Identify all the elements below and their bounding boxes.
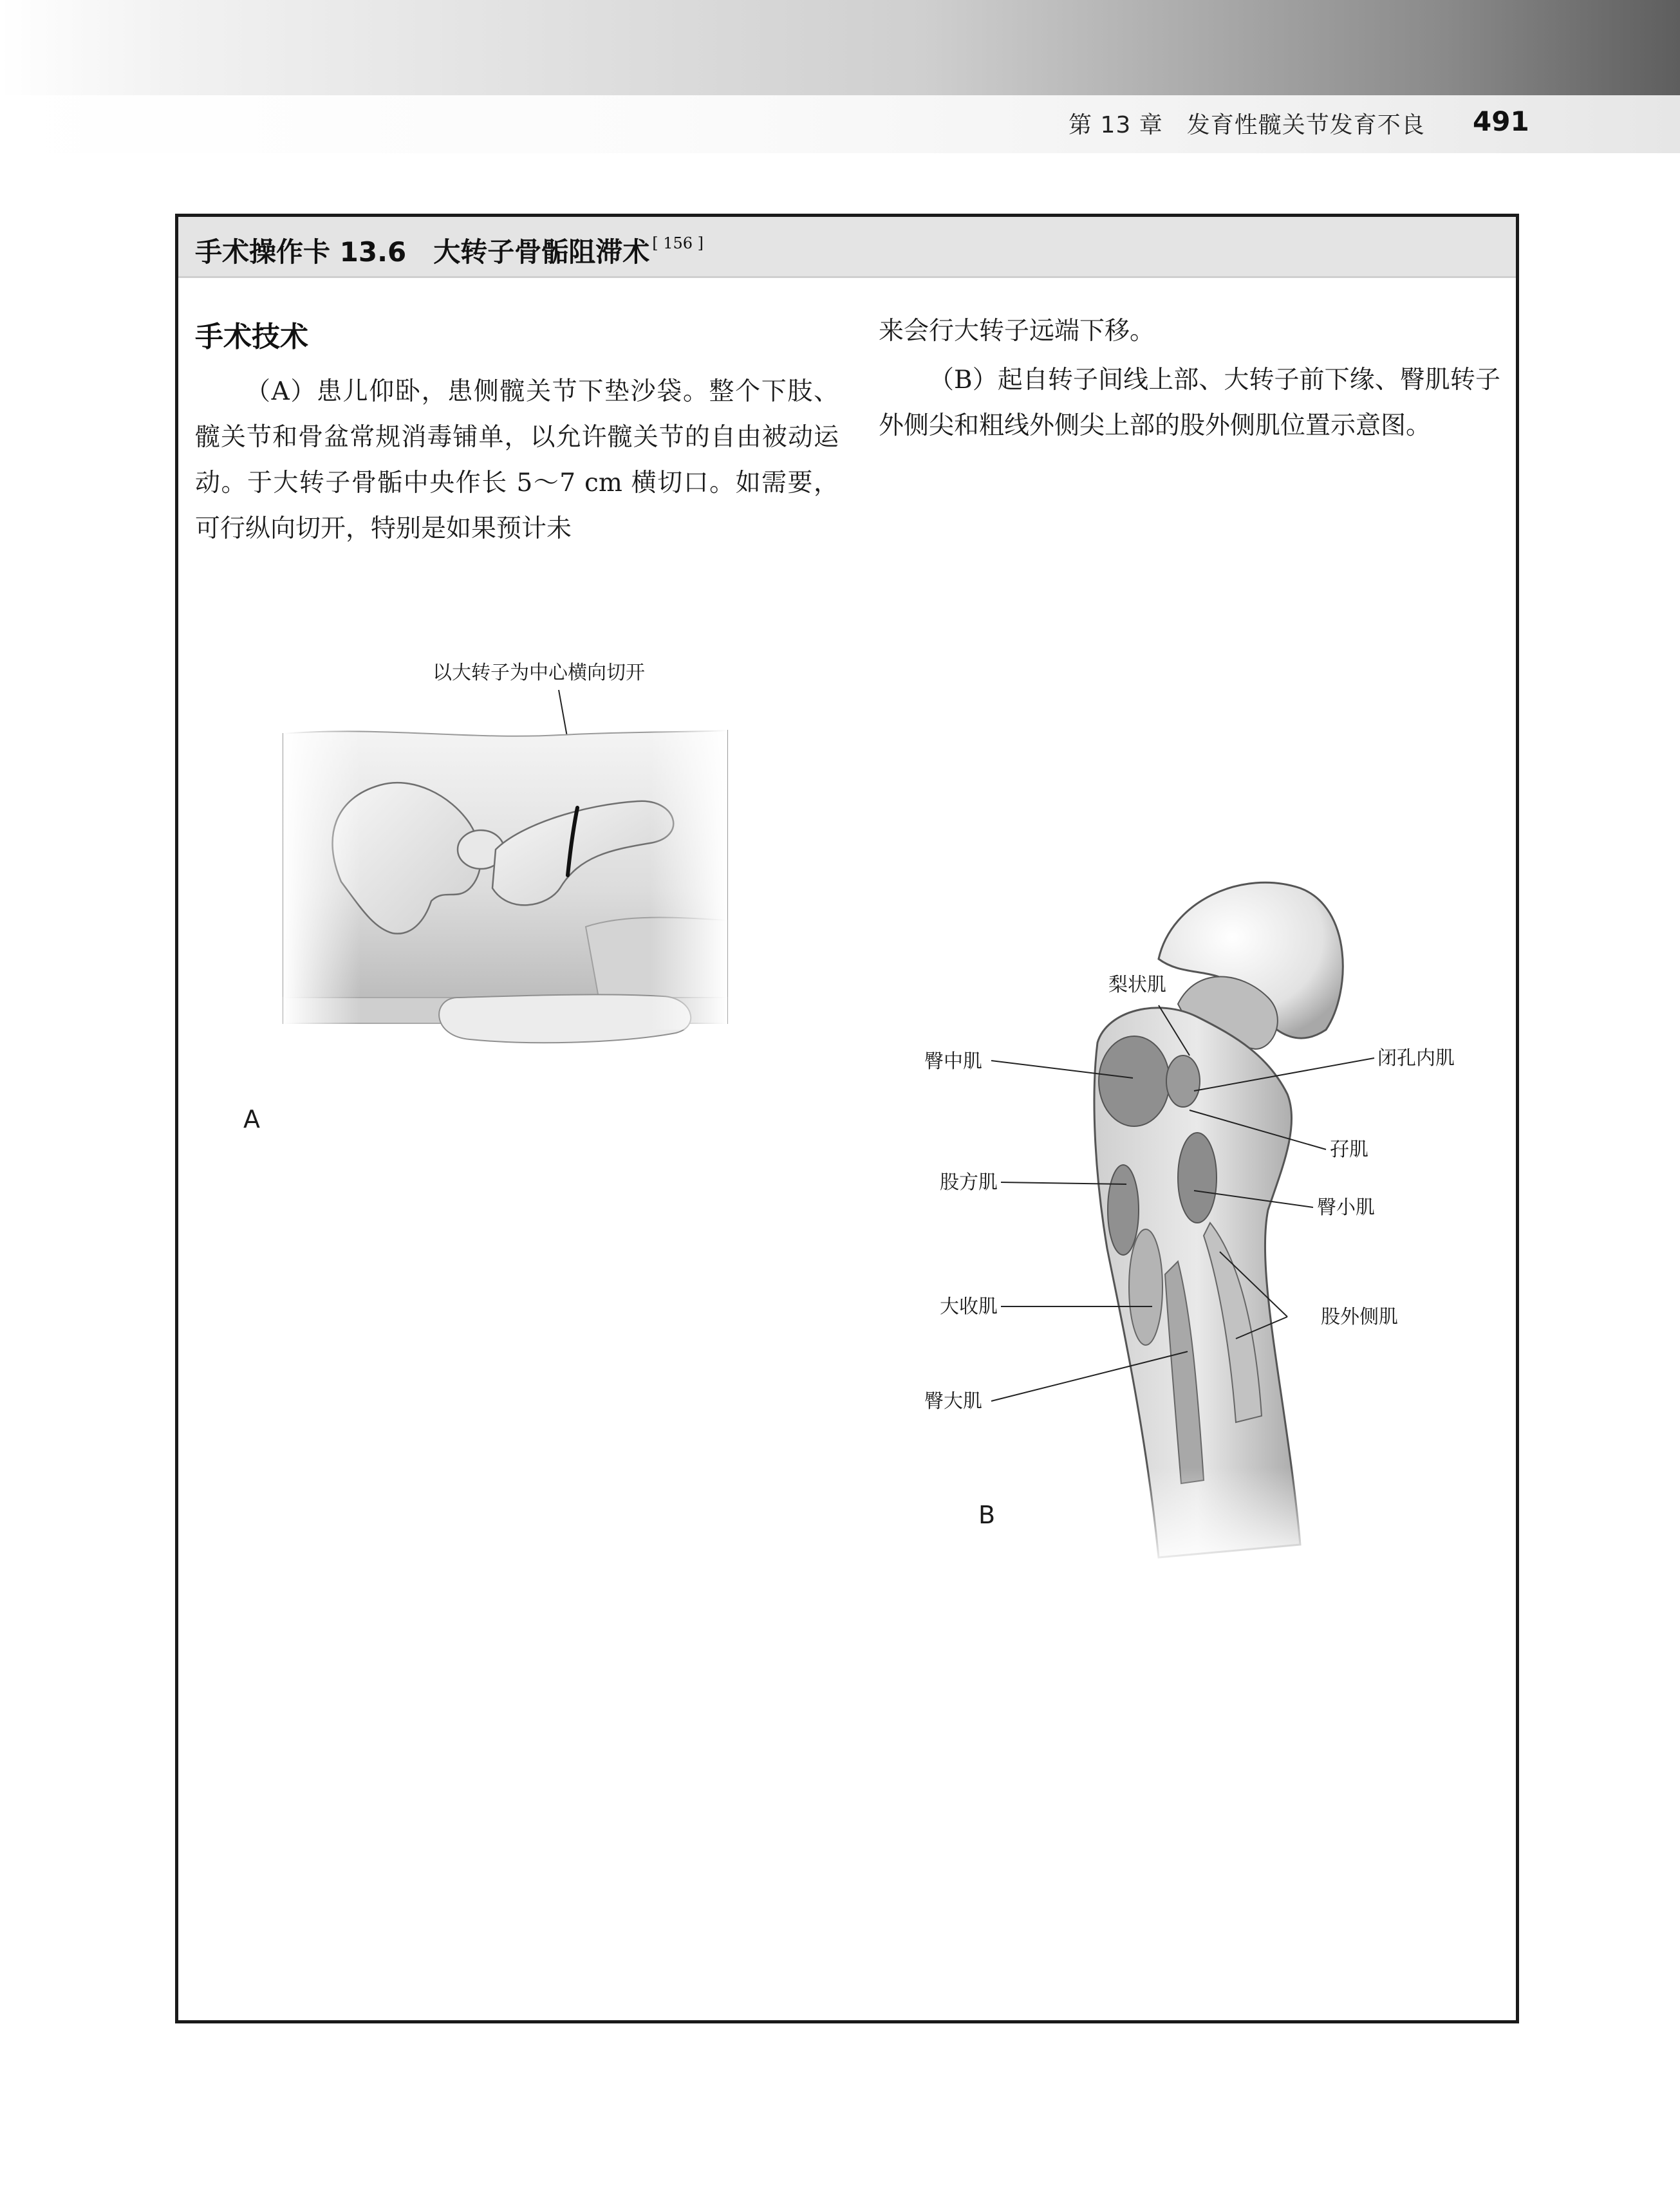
figure-a-callout: 以大转子为中心横向切开 <box>433 662 645 684</box>
obturator-area <box>1166 1055 1200 1107</box>
page-number: 491 <box>1473 106 1529 137</box>
section-heading: 手术技术 <box>195 321 308 353</box>
figure-a-fade-left <box>283 721 360 1030</box>
quadratus-femoris-area <box>1108 1165 1139 1255</box>
running-head: 第 13 章 发育性髋关节发育不良 <box>1069 112 1425 138</box>
card-title <box>195 231 704 270</box>
label-vastus-lateralis: 股外侧肌 <box>1321 1306 1398 1328</box>
card-title-bar <box>178 217 1516 278</box>
card-title-reference: [ 156 ] <box>652 234 704 252</box>
label-adductor-magnus: 大收肌 <box>940 1296 998 1318</box>
label-piriformis: 梨状肌 <box>1108 974 1166 996</box>
label-gluteus-medius: 臀中肌 <box>924 1050 982 1073</box>
shaft-fade <box>1120 1467 1326 1570</box>
card-title-text: 手术操作卡 13.6 大转子骨骺阻滞术 <box>195 236 650 268</box>
adductor-area <box>1129 1229 1162 1345</box>
paragraph-b: （B）起自转子间线上部、大转子前下缘、臀肌转子外侧尖和粗线外侧尖上部的股外侧肌位置示意图。 <box>879 366 1500 440</box>
label-obturator-internus: 闭孔内肌 <box>1377 1047 1455 1070</box>
figure-b-panel-letter: B <box>978 1501 996 1529</box>
label-gluteus-minimus: 臀小肌 <box>1317 1196 1375 1219</box>
label-gluteus-maximus: 臀大肌 <box>924 1390 982 1413</box>
figure-b-illustration <box>708 708 1455 1622</box>
header-sub-band <box>0 95 1680 153</box>
paragraph-a-continued: 来会行大转子远端下移。 <box>879 317 1155 346</box>
gluteus-medius-area <box>1099 1036 1170 1126</box>
figure-a-illustration <box>109 438 727 1165</box>
paragraph-a: （A）患儿仰卧，患侧髋关节下垫沙袋。整个下肢、髋关节和骨盆常规消毒铺单，以允许髋关节的自由被动运动。于大转子骨骺中央作长 5～7 cm 横切口。如需要，可行纵向切开，特别是如果预计未 <box>195 377 839 543</box>
label-quadratus-femoris: 股方肌 <box>940 1171 998 1194</box>
gluteus-minimus-area <box>1178 1133 1217 1223</box>
header-gradient-band <box>0 0 1680 95</box>
figure-a-panel-letter: A <box>243 1105 260 1133</box>
label-gemellus: 孖肌 <box>1330 1139 1368 1161</box>
